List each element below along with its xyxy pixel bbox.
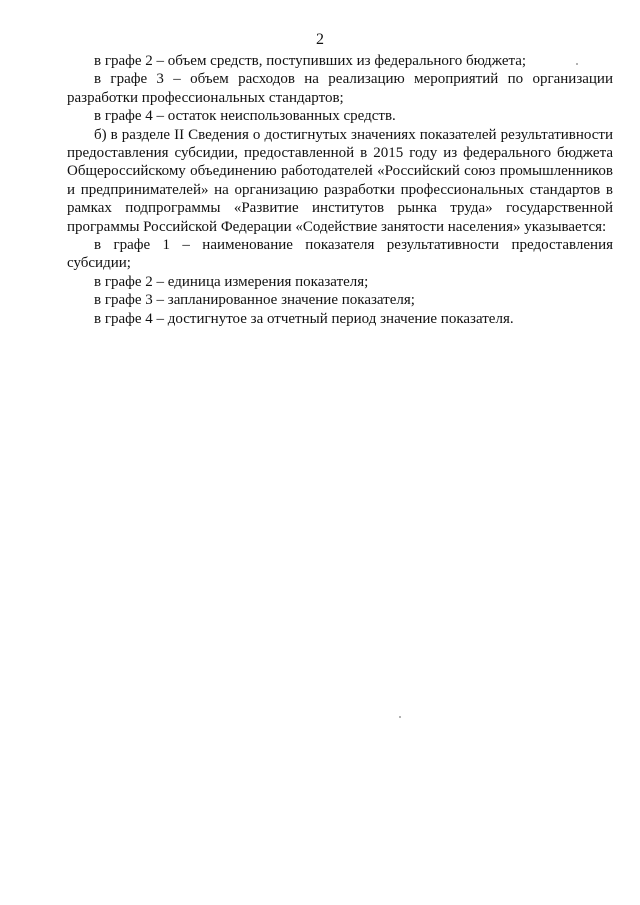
page-number: 2 [316, 31, 324, 48]
scan-speck [399, 716, 401, 718]
paragraph-indicator-column-2: в графе 2 – единица измерения показателя; [94, 273, 369, 290]
paragraph-column-2: в графе 2 – объем средств, поступивших из федерального бюджета; [94, 53, 527, 69]
paragraph-indicator-column-4: в графе 4 – достигнутое за отчетный период значение показателя. [94, 310, 514, 327]
document-body [67, 52, 613, 328]
paragraph-column-3: в графе 3 – объем расходов на реализацию мероприятий по организации разработки профессиональных стандартов; [67, 71, 613, 106]
scan-speck [576, 63, 578, 65]
paragraph-column-4: в графе 4 – остаток неиспользованных средств. [94, 108, 396, 125]
paragraph-indicator-column-1: в графе 1 – наименование показателя результативности предоставления субсидии; [67, 237, 613, 272]
paragraph-section-ii: б) в разделе II Сведения о достигнутых значениях показателей результативности предоставления субсидии, предоставленной в 2015 году из федерального бюджета Общероссийскому объединению работодателей «Российский союз промышленников и предпринимателей» на организацию разработки профессиональных стандартов в рамках подпрограммы «Развитие институтов рынка труда» государственной программы Российской Федерации «Содействие занятости населения» указывается: [67, 126, 613, 235]
paragraph-indicator-column-3: в графе 3 – запланированное значение показателя; [94, 292, 415, 309]
